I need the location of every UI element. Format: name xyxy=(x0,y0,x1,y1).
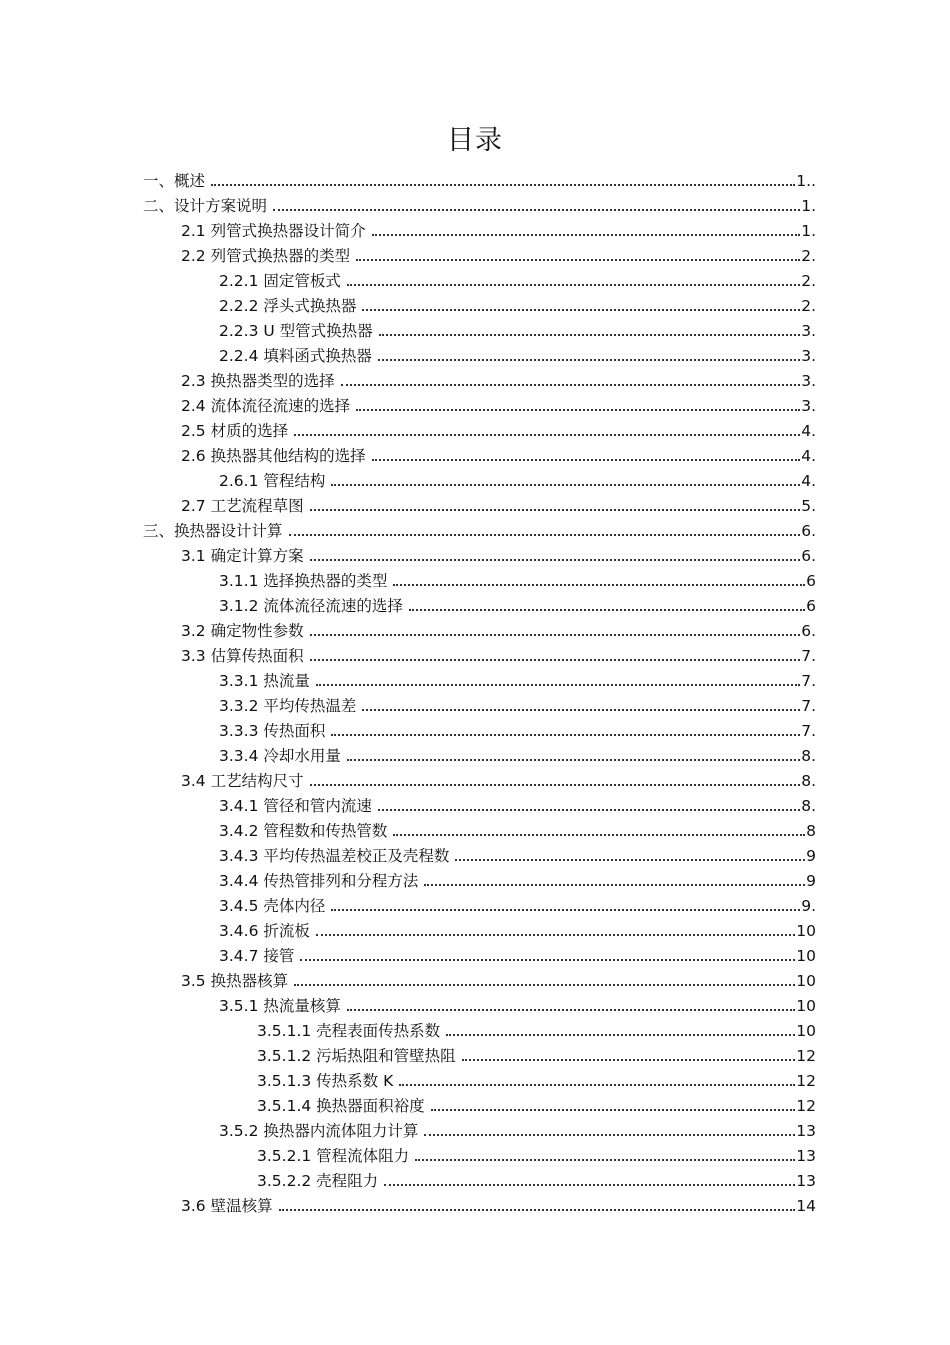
toc-page-number: 9 xyxy=(806,847,816,865)
toc-leader-dots xyxy=(372,459,801,461)
toc-entry[interactable] xyxy=(257,1091,816,1116)
toc-entry[interactable] xyxy=(219,791,816,816)
toc-leader-dots xyxy=(356,409,800,411)
toc-page-number: 4. xyxy=(801,472,816,490)
toc-leader-dots xyxy=(211,184,795,186)
toc-page-number: 7. xyxy=(801,672,816,690)
toc-entry[interactable] xyxy=(181,216,816,241)
toc-leader-dots xyxy=(393,834,805,836)
toc-entry[interactable] xyxy=(181,391,816,416)
toc-page-number: 10 xyxy=(796,922,816,940)
toc-leader-dots xyxy=(300,959,795,961)
toc-entry-label: 3.4.1 管径和管内流速 xyxy=(219,797,372,815)
toc-leader-dots xyxy=(347,759,800,761)
toc-entry-label: 2.2.3 U 型管式换热器 xyxy=(219,322,373,340)
toc-entry[interactable] xyxy=(219,866,816,891)
toc-leader-dots xyxy=(310,559,801,561)
toc-entry-label: 3.2 确定物性参数 xyxy=(181,622,304,640)
toc-leader-dots xyxy=(424,1134,795,1136)
toc-entry[interactable] xyxy=(181,641,816,666)
toc-page-number: 12 xyxy=(796,1072,816,1090)
toc-entry[interactable] xyxy=(181,416,816,441)
toc-page-number: 1.. xyxy=(796,172,816,190)
toc-entry-label: 2.2 列管式换热器的类型 xyxy=(181,247,351,265)
toc-page-number: 6. xyxy=(801,522,816,540)
toc-entry[interactable] xyxy=(181,366,816,391)
toc-entry-label: 二、设计方案说明 xyxy=(143,197,268,215)
toc-entry-label: 2.2.1 固定管板式 xyxy=(219,272,341,290)
toc-entry[interactable] xyxy=(219,741,816,766)
toc-page-number: 4. xyxy=(801,447,816,465)
toc-entry-label: 2.3 换热器类型的选择 xyxy=(181,372,335,390)
toc-page-number: 10 xyxy=(796,972,816,990)
toc-entry-label: 3.5.2.1 管程流体阻力 xyxy=(257,1147,410,1165)
toc-leader-dots xyxy=(310,634,801,636)
toc-entry[interactable] xyxy=(181,616,816,641)
page-title: 目录 xyxy=(447,125,503,156)
toc-leader-dots xyxy=(331,734,800,736)
toc-entry[interactable] xyxy=(181,966,816,991)
toc-leader-dots xyxy=(384,1184,795,1186)
toc-page-number: 12 xyxy=(796,1097,816,1115)
toc-leader-dots xyxy=(310,509,801,511)
toc-entry-label: 3.4.4 传热管排列和分程方法 xyxy=(219,872,419,890)
toc-entry[interactable] xyxy=(219,891,816,916)
toc-leader-dots xyxy=(316,684,800,686)
toc-leader-dots xyxy=(462,1059,796,1061)
toc-entry[interactable] xyxy=(219,341,816,366)
toc-page-number: 13 xyxy=(796,1172,816,1190)
toc-leader-dots xyxy=(378,359,800,361)
toc-entry[interactable] xyxy=(219,941,816,966)
toc-leader-dots xyxy=(372,234,801,236)
toc-entry-label: 3.5.2.2 壳程阻力 xyxy=(257,1172,379,1190)
toc-entry[interactable] xyxy=(219,716,816,741)
toc-entry-label: 3.3.1 热流量 xyxy=(219,672,310,690)
toc-leader-dots xyxy=(289,534,801,536)
toc-page-number: 8 xyxy=(806,822,816,840)
toc-entry-label: 3.4.2 管程数和传热管数 xyxy=(219,822,388,840)
toc-entry-label: 2.7 工艺流程草图 xyxy=(181,497,304,515)
toc-page-number: 3. xyxy=(801,397,816,415)
toc-entry-label: 3.1 确定计算方案 xyxy=(181,547,304,565)
toc-entry-label: 2.6.1 管程结构 xyxy=(219,472,326,490)
toc-page-number: 3. xyxy=(801,322,816,340)
toc-leader-dots xyxy=(356,259,800,261)
toc-leader-dots xyxy=(294,984,795,986)
toc-leader-dots xyxy=(331,484,800,486)
toc-leader-dots xyxy=(316,934,795,936)
toc-leader-dots xyxy=(379,334,801,336)
toc-entry[interactable] xyxy=(219,566,816,591)
toc-page-number: 2. xyxy=(801,247,816,265)
toc-entry-label: 2.5 材质的选择 xyxy=(181,422,289,440)
toc-entry[interactable] xyxy=(257,1016,816,1041)
toc-page-number: 9. xyxy=(801,897,816,915)
toc-entry[interactable] xyxy=(181,241,816,266)
toc-leader-dots xyxy=(310,784,801,786)
toc-entry-label: 3.4.3 平均传热温差校正及壳程数 xyxy=(219,847,450,865)
toc-entry[interactable] xyxy=(257,1041,816,1066)
toc-entry-label: 3.3.3 传热面积 xyxy=(219,722,326,740)
toc-entry-label: 3.5.2 换热器内流体阻力计算 xyxy=(219,1122,419,1140)
toc-page-number: 6 xyxy=(806,597,816,615)
toc-page-number: 6. xyxy=(801,547,816,565)
toc-page-number: 3. xyxy=(801,372,816,390)
toc-page-number: 3. xyxy=(801,347,816,365)
toc-entry[interactable] xyxy=(219,266,816,291)
toc-entry-label: 3.5.1.1 壳程表面传热系数 xyxy=(257,1022,441,1040)
toc-entry-label: 3.5.1.4 换热器面积裕度 xyxy=(257,1097,425,1115)
toc-entry[interactable] xyxy=(219,291,816,316)
toc-entry[interactable] xyxy=(181,1191,816,1216)
toc-entry[interactable] xyxy=(219,841,816,866)
toc-entry[interactable] xyxy=(257,1141,816,1166)
toc-page-number: 13 xyxy=(796,1122,816,1140)
toc-entry-label: 3.4.6 折流板 xyxy=(219,922,310,940)
toc-entry-label: 一、概述 xyxy=(143,172,206,190)
toc-entry[interactable] xyxy=(181,491,816,516)
toc-entry-label: 3.5.1 热流量核算 xyxy=(219,997,341,1015)
toc-leader-dots xyxy=(431,1109,796,1111)
toc-entry[interactable] xyxy=(219,316,816,341)
toc-entry[interactable] xyxy=(219,991,816,1016)
toc-entry-label: 3.4 工艺结构尺寸 xyxy=(181,772,304,790)
toc-leader-dots xyxy=(347,1009,795,1011)
toc-entry-label: 3.4.7 接管 xyxy=(219,947,295,965)
toc-leader-dots xyxy=(279,1209,796,1211)
toc-page-number: 7. xyxy=(801,647,816,665)
toc-entry[interactable] xyxy=(257,1066,816,1091)
toc-entry[interactable] xyxy=(181,441,816,466)
toc-page-number: 13 xyxy=(796,1147,816,1165)
toc-entry[interactable] xyxy=(143,166,816,191)
toc-leader-dots xyxy=(424,884,805,886)
toc-page-number: 8. xyxy=(801,797,816,815)
toc-page-number: 2. xyxy=(801,297,816,315)
toc-entry-label: 3.5.1.3 传热系数 K xyxy=(257,1072,394,1090)
toc-entry[interactable] xyxy=(219,591,816,616)
toc-entry-label: 3.1.1 选择换热器的类型 xyxy=(219,572,388,590)
toc-entry[interactable] xyxy=(219,466,816,491)
toc-entry-label: 3.4.5 壳体内径 xyxy=(219,897,326,915)
toc-entry[interactable] xyxy=(143,516,816,541)
toc-entry[interactable] xyxy=(143,191,816,216)
toc-entry-label: 3.3.2 平均传热温差 xyxy=(219,697,357,715)
toc-entry-label: 2.4 流体流径流速的选择 xyxy=(181,397,351,415)
toc-leader-dots xyxy=(399,1084,795,1086)
toc-entry-label: 3.5 换热器核算 xyxy=(181,972,289,990)
toc-entry-label: 三、换热器设计计算 xyxy=(143,522,283,540)
toc-leader-dots xyxy=(455,859,805,861)
toc-leader-dots xyxy=(347,284,800,286)
toc-entry[interactable] xyxy=(181,766,816,791)
toc-page-number: 10 xyxy=(796,1022,816,1040)
toc-page-number: 6 xyxy=(806,572,816,590)
toc-entry-label: 3.3 估算传热面积 xyxy=(181,647,304,665)
toc-leader-dots xyxy=(409,609,805,611)
toc-leader-dots xyxy=(331,909,800,911)
toc-leader-dots xyxy=(393,584,805,586)
toc-entry[interactable] xyxy=(219,666,816,691)
toc-entry-label: 2.6 换热器其他结构的选择 xyxy=(181,447,366,465)
toc-leader-dots xyxy=(310,659,801,661)
toc-leader-dots xyxy=(415,1159,795,1161)
toc-page-number: 1. xyxy=(801,197,816,215)
toc-leader-dots xyxy=(362,709,800,711)
toc-page-number: 7. xyxy=(801,722,816,740)
toc-entry-label: 2.2.2 浮头式换热器 xyxy=(219,297,357,315)
toc-page-number: 1. xyxy=(801,222,816,240)
toc-page-number: 14 xyxy=(796,1197,816,1215)
toc-entry[interactable] xyxy=(219,916,816,941)
toc-entry-label: 3.6 壁温核算 xyxy=(181,1197,273,1215)
toc-page-number: 4. xyxy=(801,422,816,440)
toc-page-number: 6. xyxy=(801,622,816,640)
toc-leader-dots xyxy=(446,1034,795,1036)
toc-entry-label: 3.3.4 冷却水用量 xyxy=(219,747,341,765)
toc-page-number: 7. xyxy=(801,697,816,715)
toc-leader-dots xyxy=(341,384,801,386)
toc-entry-label: 2.1 列管式换热器设计简介 xyxy=(181,222,366,240)
toc-leader-dots xyxy=(362,309,800,311)
toc-page-number: 8. xyxy=(801,747,816,765)
toc-leader-dots xyxy=(294,434,800,436)
toc-entry[interactable] xyxy=(181,541,816,566)
toc-entry[interactable] xyxy=(219,816,816,841)
toc-page-number: 2. xyxy=(801,272,816,290)
toc-entry-label: 2.2.4 填料函式换热器 xyxy=(219,347,372,365)
toc-page-number: 10 xyxy=(796,947,816,965)
toc-page-number: 8. xyxy=(801,772,816,790)
toc-leader-dots xyxy=(273,209,800,211)
toc-entry-label: 3.1.2 流体流径流速的选择 xyxy=(219,597,403,615)
toc-page-number: 9 xyxy=(806,872,816,890)
toc-entry[interactable] xyxy=(219,1116,816,1141)
toc-entry[interactable] xyxy=(257,1166,816,1191)
toc-leader-dots xyxy=(378,809,800,811)
toc-page-number: 5. xyxy=(801,497,816,515)
toc-entry-label: 3.5.1.2 污垢热阻和管壁热阻 xyxy=(257,1047,456,1065)
toc-page-number: 10 xyxy=(796,997,816,1015)
toc-page-number: 12 xyxy=(796,1047,816,1065)
toc-entry[interactable] xyxy=(219,691,816,716)
